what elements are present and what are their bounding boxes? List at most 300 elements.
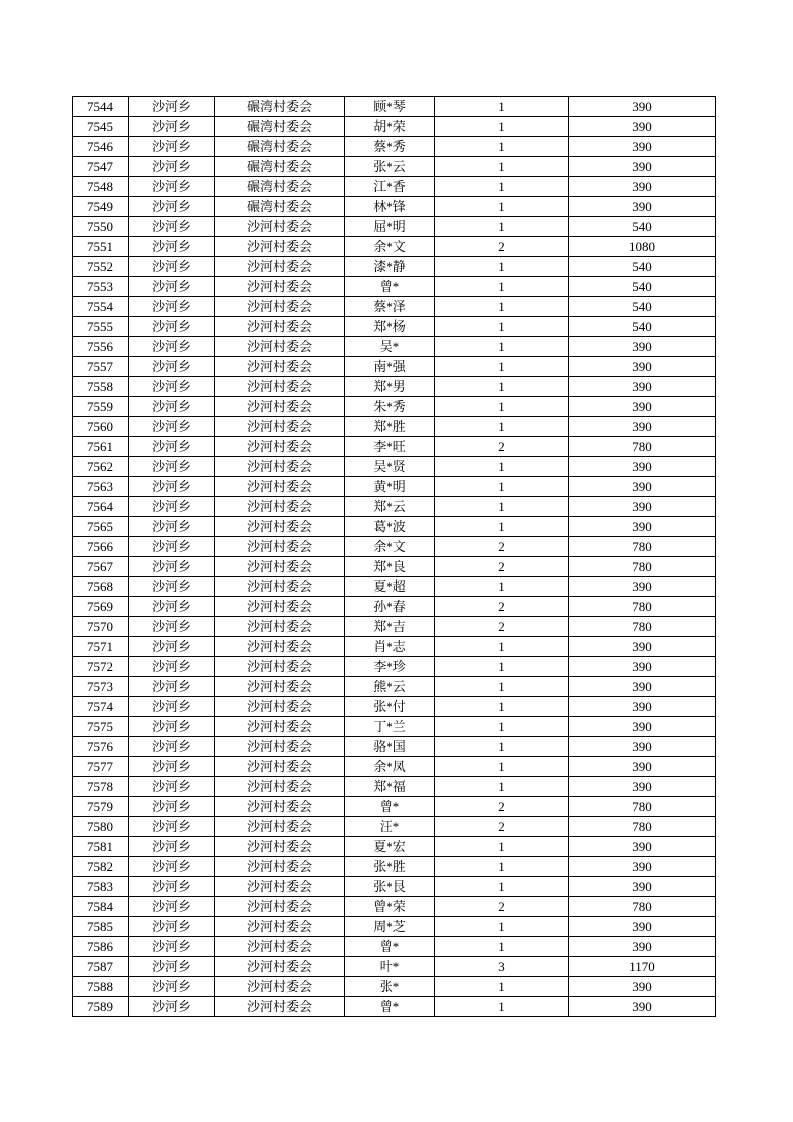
amount-cell: 780 (569, 537, 716, 557)
amount-cell: 390 (569, 697, 716, 717)
township-cell: 沙河乡 (129, 997, 215, 1017)
name-cell: 林*锋 (345, 197, 435, 217)
village-cell: 沙河村委会 (215, 537, 345, 557)
township-cell: 沙河乡 (129, 157, 215, 177)
table-row (73, 577, 716, 597)
serial-cell: 7571 (73, 637, 129, 657)
amount-cell: 390 (569, 97, 716, 117)
serial-cell: 7547 (73, 157, 129, 177)
table-row (73, 557, 716, 577)
name-cell: 曾*荣 (345, 897, 435, 917)
table-row (73, 677, 716, 697)
table-row (73, 757, 716, 777)
village-cell: 沙河村委会 (215, 957, 345, 977)
village-cell: 沙河村委会 (215, 357, 345, 377)
village-cell: 沙河村委会 (215, 277, 345, 297)
name-cell: 李*旺 (345, 437, 435, 457)
village-cell: 沙河村委会 (215, 977, 345, 997)
village-cell: 沙河村委会 (215, 897, 345, 917)
count-cell: 1 (435, 417, 569, 437)
township-cell: 沙河乡 (129, 637, 215, 657)
count-cell: 2 (435, 237, 569, 257)
serial-cell: 7589 (73, 997, 129, 1017)
count-cell: 3 (435, 957, 569, 977)
amount-cell: 390 (569, 497, 716, 517)
amount-cell: 1080 (569, 237, 716, 257)
serial-cell: 7587 (73, 957, 129, 977)
township-cell: 沙河乡 (129, 697, 215, 717)
count-cell: 1 (435, 137, 569, 157)
name-cell: 曾* (345, 997, 435, 1017)
table-row (73, 977, 716, 997)
serial-cell: 7575 (73, 717, 129, 737)
village-cell: 沙河村委会 (215, 677, 345, 697)
township-cell: 沙河乡 (129, 617, 215, 637)
serial-cell: 7544 (73, 97, 129, 117)
table-row (73, 497, 716, 517)
count-cell: 1 (435, 157, 569, 177)
serial-cell: 7566 (73, 537, 129, 557)
serial-cell: 7565 (73, 517, 129, 537)
serial-cell: 7564 (73, 497, 129, 517)
village-cell: 沙河村委会 (215, 917, 345, 937)
count-cell: 1 (435, 477, 569, 497)
table-row (73, 717, 716, 737)
serial-cell: 7549 (73, 197, 129, 217)
name-cell: 张*艮 (345, 877, 435, 897)
amount-cell: 390 (569, 917, 716, 937)
amount-cell: 390 (569, 777, 716, 797)
table-row (73, 97, 716, 117)
serial-cell: 7555 (73, 317, 129, 337)
serial-cell: 7550 (73, 217, 129, 237)
village-cell: 沙河村委会 (215, 337, 345, 357)
count-cell: 1 (435, 657, 569, 677)
serial-cell: 7563 (73, 477, 129, 497)
table-row (73, 377, 716, 397)
amount-cell: 390 (569, 637, 716, 657)
township-cell: 沙河乡 (129, 137, 215, 157)
village-cell: 沙河村委会 (215, 217, 345, 237)
village-cell: 沙河村委会 (215, 437, 345, 457)
table-row (73, 617, 716, 637)
village-cell: 沙河村委会 (215, 717, 345, 737)
count-cell: 2 (435, 897, 569, 917)
amount-cell: 390 (569, 997, 716, 1017)
serial-cell: 7560 (73, 417, 129, 437)
name-cell: 郑*福 (345, 777, 435, 797)
name-cell: 郑*良 (345, 557, 435, 577)
amount-cell: 390 (569, 117, 716, 137)
amount-cell: 390 (569, 877, 716, 897)
table-row (73, 777, 716, 797)
name-cell: 肖*志 (345, 637, 435, 657)
village-cell: 沙河村委会 (215, 697, 345, 717)
name-cell: 余*凤 (345, 757, 435, 777)
count-cell: 1 (435, 637, 569, 657)
amount-cell: 390 (569, 137, 716, 157)
township-cell: 沙河乡 (129, 457, 215, 477)
township-cell: 沙河乡 (129, 937, 215, 957)
serial-cell: 7582 (73, 857, 129, 877)
table-row (73, 837, 716, 857)
amount-cell: 390 (569, 177, 716, 197)
township-cell: 沙河乡 (129, 917, 215, 937)
table-row (73, 337, 716, 357)
village-cell: 沙河村委会 (215, 397, 345, 417)
count-cell: 1 (435, 297, 569, 317)
township-cell: 沙河乡 (129, 777, 215, 797)
amount-cell: 540 (569, 217, 716, 237)
township-cell: 沙河乡 (129, 837, 215, 857)
serial-cell: 7581 (73, 837, 129, 857)
name-cell: 郑*云 (345, 497, 435, 517)
table-row (73, 737, 716, 757)
village-cell: 沙河村委会 (215, 377, 345, 397)
name-cell: 骆*国 (345, 737, 435, 757)
count-cell: 1 (435, 97, 569, 117)
amount-cell: 540 (569, 277, 716, 297)
village-cell: 沙河村委会 (215, 517, 345, 537)
table-row (73, 117, 716, 137)
amount-cell: 390 (569, 857, 716, 877)
table-row (73, 877, 716, 897)
count-cell: 1 (435, 857, 569, 877)
village-cell: 沙河村委会 (215, 857, 345, 877)
table-row (73, 517, 716, 537)
count-cell: 1 (435, 697, 569, 717)
township-cell: 沙河乡 (129, 377, 215, 397)
township-cell: 沙河乡 (129, 97, 215, 117)
village-cell: 沙河村委会 (215, 597, 345, 617)
township-cell: 沙河乡 (129, 397, 215, 417)
count-cell: 1 (435, 317, 569, 337)
count-cell: 1 (435, 837, 569, 857)
amount-cell: 390 (569, 657, 716, 677)
township-cell: 沙河乡 (129, 437, 215, 457)
table-row (73, 217, 716, 237)
township-cell: 沙河乡 (129, 497, 215, 517)
village-cell: 沙河村委会 (215, 617, 345, 637)
count-cell: 1 (435, 277, 569, 297)
township-cell: 沙河乡 (129, 117, 215, 137)
township-cell: 沙河乡 (129, 817, 215, 837)
table-row (73, 317, 716, 337)
amount-cell: 390 (569, 717, 716, 737)
table-row (73, 297, 716, 317)
count-cell: 1 (435, 577, 569, 597)
serial-cell: 7567 (73, 557, 129, 577)
amount-cell: 390 (569, 197, 716, 217)
township-cell: 沙河乡 (129, 217, 215, 237)
village-cell: 沙河村委会 (215, 557, 345, 577)
township-cell: 沙河乡 (129, 877, 215, 897)
serial-cell: 7545 (73, 117, 129, 137)
name-cell: 曾* (345, 797, 435, 817)
table-row (73, 937, 716, 957)
serial-cell: 7568 (73, 577, 129, 597)
count-cell: 1 (435, 337, 569, 357)
name-cell: 朱*秀 (345, 397, 435, 417)
amount-cell: 390 (569, 757, 716, 777)
count-cell: 1 (435, 777, 569, 797)
amount-cell: 780 (569, 437, 716, 457)
village-cell: 沙河村委会 (215, 237, 345, 257)
count-cell: 2 (435, 437, 569, 457)
amount-cell: 390 (569, 937, 716, 957)
table-row (73, 277, 716, 297)
table-row (73, 137, 716, 157)
village-cell: 沙河村委会 (215, 797, 345, 817)
amount-cell: 390 (569, 577, 716, 597)
table-row (73, 637, 716, 657)
table-row (73, 857, 716, 877)
name-cell: 熊*云 (345, 677, 435, 697)
serial-cell: 7552 (73, 257, 129, 277)
count-cell: 2 (435, 597, 569, 617)
count-cell: 1 (435, 117, 569, 137)
name-cell: 夏*超 (345, 577, 435, 597)
table-row (73, 957, 716, 977)
name-cell: 屈*明 (345, 217, 435, 237)
name-cell: 郑*杨 (345, 317, 435, 337)
amount-cell: 390 (569, 977, 716, 997)
township-cell: 沙河乡 (129, 277, 215, 297)
amount-cell: 390 (569, 737, 716, 757)
village-cell: 沙河村委会 (215, 457, 345, 477)
name-cell: 葛*波 (345, 517, 435, 537)
table-row (73, 477, 716, 497)
table-row (73, 537, 716, 557)
township-cell: 沙河乡 (129, 597, 215, 617)
village-cell: 沙河村委会 (215, 817, 345, 837)
township-cell: 沙河乡 (129, 957, 215, 977)
serial-cell: 7579 (73, 797, 129, 817)
count-cell: 1 (435, 757, 569, 777)
village-cell: 沙河村委会 (215, 497, 345, 517)
amount-cell: 780 (569, 597, 716, 617)
township-cell: 沙河乡 (129, 517, 215, 537)
table-row (73, 417, 716, 437)
serial-cell: 7556 (73, 337, 129, 357)
village-cell: 沙河村委会 (215, 417, 345, 437)
serial-cell: 7551 (73, 237, 129, 257)
count-cell: 1 (435, 717, 569, 737)
serial-cell: 7584 (73, 897, 129, 917)
township-cell: 沙河乡 (129, 197, 215, 217)
village-cell: 沙河村委会 (215, 777, 345, 797)
village-cell: 沙河村委会 (215, 737, 345, 757)
count-cell: 1 (435, 917, 569, 937)
count-cell: 1 (435, 997, 569, 1017)
amount-cell: 390 (569, 417, 716, 437)
count-cell: 2 (435, 617, 569, 637)
count-cell: 2 (435, 537, 569, 557)
table-row (73, 397, 716, 417)
table-row (73, 157, 716, 177)
table-row (73, 997, 716, 1017)
amount-cell: 390 (569, 377, 716, 397)
count-cell: 1 (435, 357, 569, 377)
serial-cell: 7558 (73, 377, 129, 397)
serial-cell: 7557 (73, 357, 129, 377)
township-cell: 沙河乡 (129, 657, 215, 677)
village-cell: 沙河村委会 (215, 297, 345, 317)
village-cell: 沙河村委会 (215, 837, 345, 857)
name-cell: 夏*宏 (345, 837, 435, 857)
township-cell: 沙河乡 (129, 677, 215, 697)
count-cell: 1 (435, 737, 569, 757)
name-cell: 胡*荣 (345, 117, 435, 137)
serial-cell: 7580 (73, 817, 129, 837)
count-cell: 1 (435, 197, 569, 217)
village-cell: 沙河村委会 (215, 937, 345, 957)
amount-cell: 780 (569, 817, 716, 837)
village-cell: 沙河村委会 (215, 657, 345, 677)
name-cell: 余*文 (345, 537, 435, 557)
table-row (73, 897, 716, 917)
count-cell: 1 (435, 977, 569, 997)
name-cell: 顾*琴 (345, 97, 435, 117)
serial-cell: 7561 (73, 437, 129, 457)
count-cell: 2 (435, 797, 569, 817)
township-cell: 沙河乡 (129, 737, 215, 757)
record-table (72, 96, 716, 1017)
township-cell: 沙河乡 (129, 337, 215, 357)
village-cell: 碾湾村委会 (215, 197, 345, 217)
table-row (73, 597, 716, 617)
serial-cell: 7572 (73, 657, 129, 677)
count-cell: 1 (435, 497, 569, 517)
township-cell: 沙河乡 (129, 477, 215, 497)
name-cell: 汪* (345, 817, 435, 837)
name-cell: 张* (345, 977, 435, 997)
table-row (73, 917, 716, 937)
township-cell: 沙河乡 (129, 237, 215, 257)
village-cell: 碾湾村委会 (215, 137, 345, 157)
name-cell: 余*文 (345, 237, 435, 257)
count-cell: 1 (435, 937, 569, 957)
count-cell: 1 (435, 457, 569, 477)
name-cell: 江*香 (345, 177, 435, 197)
serial-cell: 7586 (73, 937, 129, 957)
township-cell: 沙河乡 (129, 857, 215, 877)
name-cell: 李*珍 (345, 657, 435, 677)
name-cell: 郑*吉 (345, 617, 435, 637)
name-cell: 郑*胜 (345, 417, 435, 437)
village-cell: 沙河村委会 (215, 877, 345, 897)
name-cell: 丁*兰 (345, 717, 435, 737)
amount-cell: 780 (569, 797, 716, 817)
table-row (73, 797, 716, 817)
village-cell: 沙河村委会 (215, 757, 345, 777)
table-row (73, 457, 716, 477)
township-cell: 沙河乡 (129, 177, 215, 197)
serial-cell: 7570 (73, 617, 129, 637)
amount-cell: 780 (569, 897, 716, 917)
table-row (73, 697, 716, 717)
name-cell: 叶* (345, 957, 435, 977)
township-cell: 沙河乡 (129, 417, 215, 437)
township-cell: 沙河乡 (129, 257, 215, 277)
amount-cell: 390 (569, 457, 716, 477)
name-cell: 张*胜 (345, 857, 435, 877)
amount-cell: 390 (569, 157, 716, 177)
serial-cell: 7583 (73, 877, 129, 897)
township-cell: 沙河乡 (129, 357, 215, 377)
township-cell: 沙河乡 (129, 297, 215, 317)
serial-cell: 7562 (73, 457, 129, 477)
name-cell: 黄*明 (345, 477, 435, 497)
village-cell: 沙河村委会 (215, 317, 345, 337)
count-cell: 1 (435, 257, 569, 277)
village-cell: 沙河村委会 (215, 997, 345, 1017)
name-cell: 张*云 (345, 157, 435, 177)
amount-cell: 1170 (569, 957, 716, 977)
table-row (73, 197, 716, 217)
township-cell: 沙河乡 (129, 977, 215, 997)
count-cell: 1 (435, 397, 569, 417)
count-cell: 1 (435, 177, 569, 197)
count-cell: 1 (435, 677, 569, 697)
amount-cell: 390 (569, 837, 716, 857)
village-cell: 沙河村委会 (215, 637, 345, 657)
serial-cell: 7574 (73, 697, 129, 717)
township-cell: 沙河乡 (129, 317, 215, 337)
serial-cell: 7573 (73, 677, 129, 697)
township-cell: 沙河乡 (129, 537, 215, 557)
village-cell: 沙河村委会 (215, 477, 345, 497)
serial-cell: 7548 (73, 177, 129, 197)
serial-cell: 7585 (73, 917, 129, 937)
name-cell: 郑*男 (345, 377, 435, 397)
amount-cell: 390 (569, 477, 716, 497)
table-body (73, 97, 716, 1017)
name-cell: 吴*贤 (345, 457, 435, 477)
count-cell: 1 (435, 877, 569, 897)
serial-cell: 7559 (73, 397, 129, 417)
serial-cell: 7576 (73, 737, 129, 757)
serial-cell: 7553 (73, 277, 129, 297)
serial-cell: 7554 (73, 297, 129, 317)
amount-cell: 780 (569, 617, 716, 637)
amount-cell: 540 (569, 297, 716, 317)
village-cell: 沙河村委会 (215, 257, 345, 277)
name-cell: 曾* (345, 277, 435, 297)
name-cell: 曾* (345, 937, 435, 957)
amount-cell: 540 (569, 257, 716, 277)
table-row (73, 357, 716, 377)
amount-cell: 390 (569, 517, 716, 537)
name-cell: 漆*静 (345, 257, 435, 277)
village-cell: 碾湾村委会 (215, 117, 345, 137)
name-cell: 周*芝 (345, 917, 435, 937)
amount-cell: 390 (569, 677, 716, 697)
township-cell: 沙河乡 (129, 557, 215, 577)
table-row (73, 177, 716, 197)
village-cell: 碾湾村委会 (215, 97, 345, 117)
amount-cell: 540 (569, 317, 716, 337)
name-cell: 吴* (345, 337, 435, 357)
amount-cell: 390 (569, 397, 716, 417)
count-cell: 2 (435, 817, 569, 837)
village-cell: 沙河村委会 (215, 577, 345, 597)
serial-cell: 7577 (73, 757, 129, 777)
name-cell: 孙*春 (345, 597, 435, 617)
table-row (73, 657, 716, 677)
name-cell: 张*付 (345, 697, 435, 717)
serial-cell: 7588 (73, 977, 129, 997)
